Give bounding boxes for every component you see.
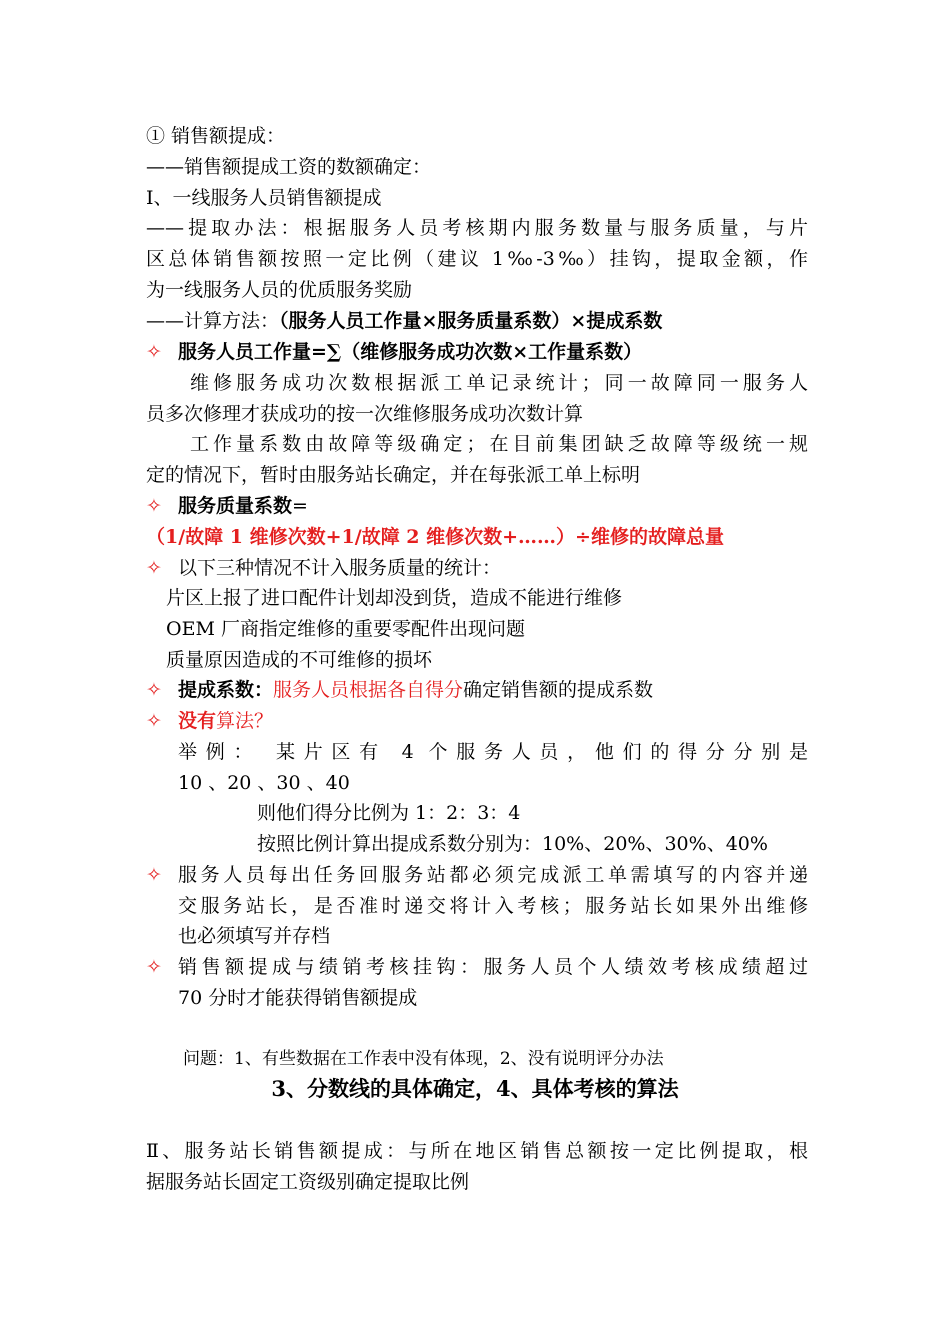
no-algorithm-rest: 算法？ xyxy=(216,710,274,732)
calc-formula: （服务人员工作量×服务质量系数）×提成系数 xyxy=(279,310,663,332)
bullet-workload: 服务人员工作量=∑（维修服务成功次数×工作量系数） xyxy=(178,341,643,363)
bullet6-line-2: 交服务站长，是否准时递交将计入考核；服务站长如果外出维修 xyxy=(178,895,808,917)
quality-formula: （1/故障 1 维修次数+1/故障 2 维修次数+……）÷维修的故障总量 xyxy=(146,526,724,548)
section-subtitle: ——销售额提成工资的数额确定： xyxy=(146,156,432,178)
b1-p1-line-2: 员多次修理才获成功的按一次维修服务成功次数计算 xyxy=(146,403,584,425)
coef-label: 提成系数： xyxy=(178,679,274,701)
section-title: ① 销售额提成： xyxy=(146,125,286,147)
ratio-line: 则他们得分比例为 1：2：3：4 xyxy=(257,802,521,824)
no-algorithm-bold: 没有 xyxy=(178,710,217,732)
diamond-sparkle-icon: ✧ xyxy=(146,557,162,579)
example-line-2: 10 、20 、30 、40 xyxy=(178,772,350,794)
part2-line-2: 据服务站长固定工资级别确定提取比例 xyxy=(146,1171,470,1193)
diamond-sparkle-icon: ✧ xyxy=(146,495,162,517)
b1-p2-line-1: 工作量系数由故障等级确定；在目前集团缺乏故障等级统一规 xyxy=(190,433,808,455)
bullet-no-algorithm xyxy=(178,707,273,735)
question-heading: 3、分数线的具体确定，4、具体考核的算法 xyxy=(271,1076,679,1101)
diamond-sparkle-icon: ✧ xyxy=(146,341,162,363)
quality-eq: = xyxy=(292,495,308,517)
exclusion-case-2: OEM 厂商指定维修的重要零配件出现问题 xyxy=(166,618,525,640)
bullet-commission-coef xyxy=(178,676,653,704)
exclusion-case-1: 片区上报了进口配件计划却没到货，造成不能进行维修 xyxy=(166,587,623,609)
diamond-sparkle-icon: ✧ xyxy=(146,679,162,701)
calc-method xyxy=(146,307,662,335)
method-line-1: ——提取办法：根据服务人员考核期内服务数量与服务质量，与片 xyxy=(146,217,808,239)
exclusion-case-3: 质量原因造成的不可维修的损坏 xyxy=(166,649,433,671)
coef-rest-text: 确定销售额的提成系数 xyxy=(463,679,654,701)
b1-p2-line-2: 定的情况下，暂时由服务站长确定，并在每张派工单上标明 xyxy=(146,464,641,486)
example-line-1: 举例： 某片区有 4 个服务人员，他们的得分分别是 xyxy=(178,741,808,763)
diamond-sparkle-icon: ✧ xyxy=(146,864,162,886)
part2-line-1: Ⅱ、服务站长销售额提成：与所在地区销售总额按一定比例提取，根 xyxy=(146,1140,808,1162)
calc-prefix: ——计算方法： xyxy=(146,310,280,332)
b1-p1-line-1: 维修服务成功次数根据派工单记录统计；同一故障同一服务人 xyxy=(190,372,808,394)
method-line-3: 为一线服务人员的优质服务奖励 xyxy=(146,279,413,301)
bullet-quality xyxy=(178,492,308,520)
diamond-sparkle-icon: ✧ xyxy=(146,710,162,732)
bullet-exclusions: 以下三种情况不计入服务质量的统计： xyxy=(178,557,502,579)
bullet6-line-3: 也必须填写并存档 xyxy=(178,925,331,947)
bullet7-line-1: 销售额提成与绩销考核挂钩：服务人员个人绩效考核成绩超过 xyxy=(178,956,808,978)
coef-red-text: 服务人员根据各自得分 xyxy=(273,679,464,701)
diamond-sparkle-icon: ✧ xyxy=(146,956,162,978)
bullet6-line-1: 服务人员每出任务回服务站都必须完成派工单需填写的内容并递 xyxy=(178,864,808,886)
method-line-2: 区总体销售额按照一定比例（建议 1‰-3‰）挂钩，提取金额，作 xyxy=(146,248,808,270)
quality-label: 服务质量系数 xyxy=(178,495,293,517)
coef-result-line: 按照比例计算出提成系数分别为：10%、20%、30%、40% xyxy=(257,833,768,855)
bullet7-line-2: 70 分时才能获得销售额提成 xyxy=(178,987,418,1009)
part1-title: Ⅰ、一线服务人员销售额提成 xyxy=(146,187,382,209)
question-line: 问题：1、有些数据在工作表中没有体现，2、没有说明评分办法 xyxy=(183,1049,664,1069)
